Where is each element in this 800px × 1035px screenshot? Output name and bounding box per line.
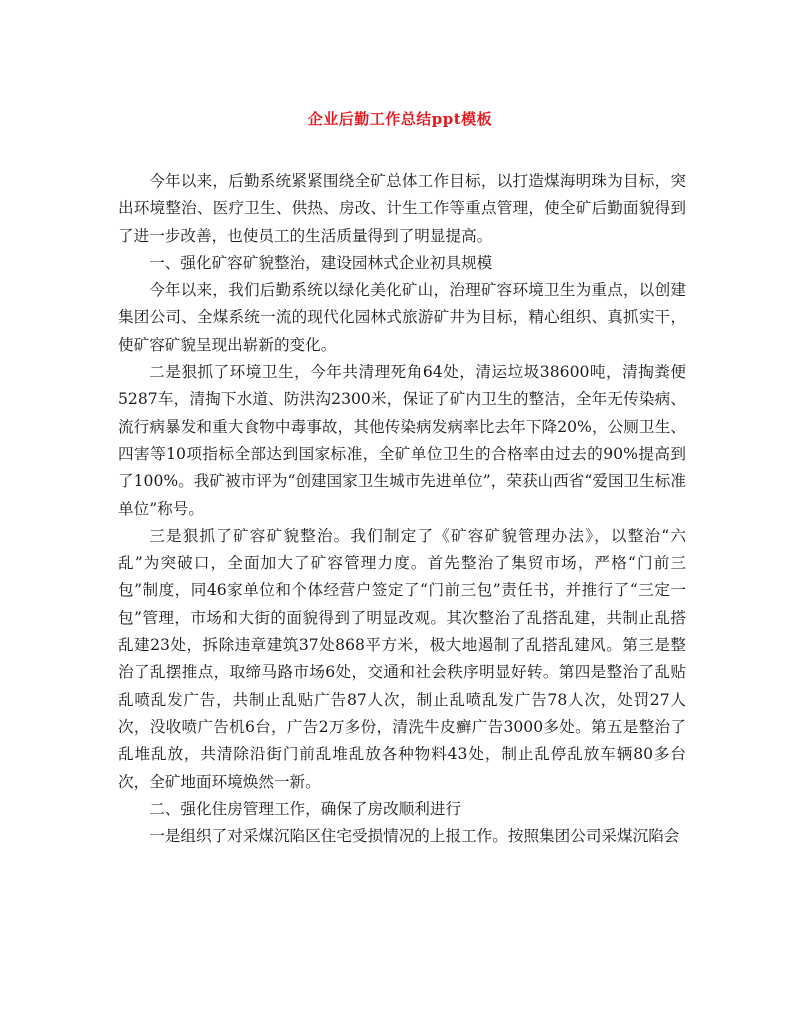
document-title: 企业后勤工作总结ppt模板: [307, 110, 493, 128]
section-1-paragraph-3: 三是狠抓了矿容矿貌整治。我们制定了《矿容矿貌管理办法》，以整治“六乱”为突破口，全面加大了矿容管理力度。首先整治了集贸市场，严格“门前三包”制度，同46家单位和个体经营户签定了“门前三包”责任书，并推行了“三定一包”管理，市场和大街的面貌得到了明显改观。其次整治了乱搭乱建，共制止乱搭乱建23处，拆除违章建筑37处868平方米，极大地遏制了乱搭乱建风。第三是整治了乱摆推点，取缔马路市场6处，交通和社会秩序明显好转。第四是整治了乱贴乱喷乱发广告，共制止乱贴广告87人次，制止乱喷乱发广告78人次，处罚27人次，没收喷广告机6台，广告2万多份，清洗牛皮癣广告3000多处。第五是整治了乱堆乱放，共清除沿街门前乱堆乱放各种物料43处，制止乱停乱放车辆80多台次，全矿地面环境焕然一新。: [118, 526, 686, 791]
section-heading-2: 二、强化住房管理工作，确保了房改顺利进行: [149, 799, 462, 818]
intro-paragraph: 今年以来，后勤系统紧紧围绕全矿总体工作目标，以打造煤海明珠为目标，突出环境整治、医疗卫生、供热、房改、计生工作等重点管理，使全矿后勤面貌得到了进一步改善，也使员工的生活质量得到了明显提高。: [118, 172, 686, 245]
document-body: [118, 168, 686, 850]
section-1-paragraph-2: 二是狠抓了环境卫生，今年共清理死角64处，清运垃圾38600吨，清掏粪便5287车，清掏下水道、防洪沟2300米，保证了矿内卫生的整洁，全年无传染病、流行病暴发和重大食物中毒事故，其他传染病发病率比去年下降20%，公厕卫生、四害等10项指标全部达到国家标准，全矿单位卫生的合格率由过去的90%提高到了100%。我矿被市评为“创建国家卫生城市先进单位”，荣获山西省“爱国卫生标准单位”称号。: [118, 363, 686, 518]
section-heading-1: 一、强化矿容矿貌整治，建设园林式企业初具规模: [149, 253, 493, 272]
section-1-paragraph-1: 今年以来，我们后勤系统以绿化美化矿山，治理矿容环境卫生为重点，以创建集团公司、全煤系统一流的现代化园林式旅游矿井为目标，精心组织、真抓实干，使矿容矿貌呈现出崭新的变化。: [118, 281, 686, 354]
section-2-paragraph-1: 一是组织了对采煤沉陷区住宅受损情况的上报工作。按照集团公司采煤沉陷会: [149, 827, 680, 846]
